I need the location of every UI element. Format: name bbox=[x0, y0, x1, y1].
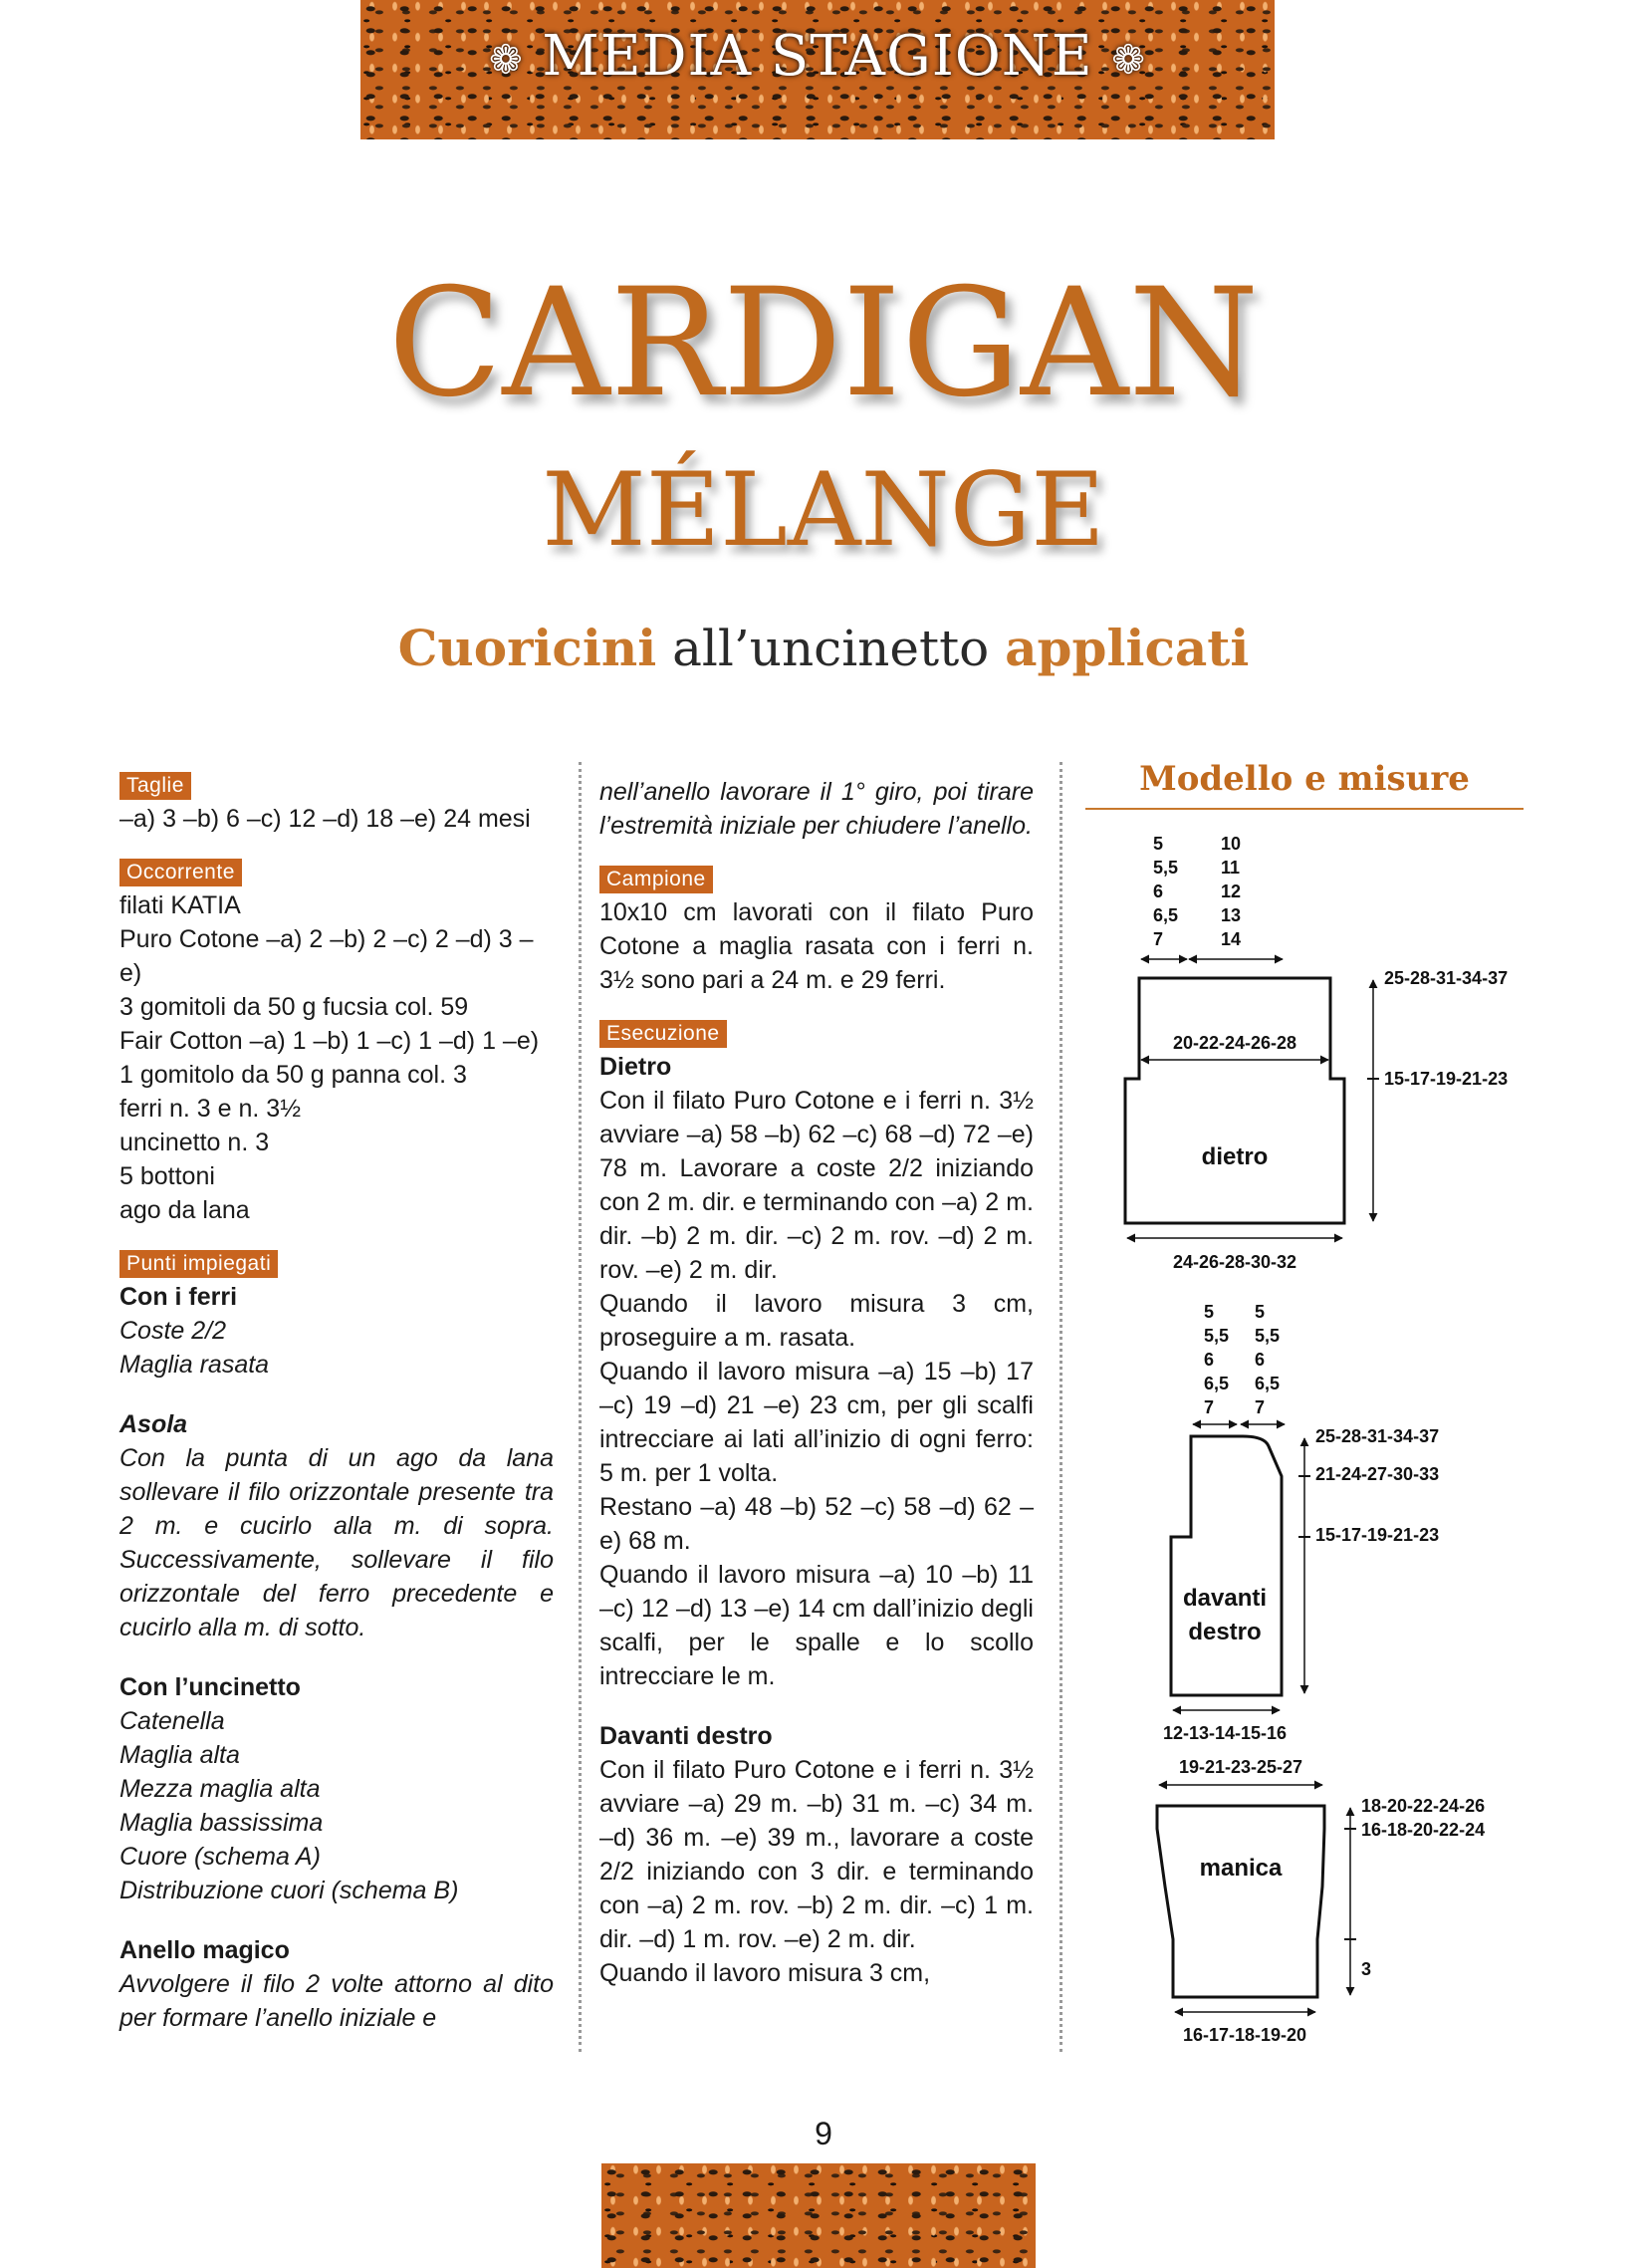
front-col-a-value: 6,5 bbox=[1204, 1374, 1230, 1393]
dietro-paragraph: Quando il lavoro misura –a) 15 –b) 17 –c) 19 –d) 21 –e) 23 cm, per gli scalfi intrecciare ai lati all’inizio di ogni ferro: 5 m. per 1 volta. bbox=[599, 1358, 1034, 1487]
asola-heading: Asola bbox=[119, 1410, 188, 1438]
flower-icon-right: ❁ bbox=[1111, 37, 1146, 84]
stitch-item: Catenella bbox=[119, 1707, 225, 1735]
front-col-b-values bbox=[1255, 1302, 1280, 1417]
anello-heading: Anello magico bbox=[119, 1936, 290, 1964]
page-title: CARDIGAN bbox=[387, 257, 1260, 430]
back-piece bbox=[1125, 834, 1508, 1272]
back-side-height: 15-17-19-21-23 bbox=[1384, 1069, 1509, 1089]
sleeve-label: manica bbox=[1199, 1855, 1283, 1882]
back-label: dietro bbox=[1201, 1143, 1269, 1170]
page-number: 9 bbox=[815, 2116, 832, 2151]
schematic-diagram bbox=[1085, 827, 1543, 2042]
flower-icon-left: ❁ bbox=[489, 37, 524, 84]
column-1 bbox=[119, 767, 554, 2035]
anello-text-continued: nell’anello lavorare il 1° giro, poi tirare l’estremità iniziale per chiudere l’anello. bbox=[599, 778, 1034, 840]
back-neck-value: 12 bbox=[1221, 882, 1242, 901]
front-outline bbox=[1171, 1436, 1282, 1695]
davanti-paragraph: Con il filato Puro Cotone e i ferri n. 3½ avviare –a) 29 m. –b) 31 m. –c) 34 m. –d) 36 m. –e) 39 m., lavorare a coste 2/2 iniziando con 3 dir. e terminando con –a) 2 m. rov. –b) 2 m. dir. –c) 1 m. dir. –d) 1 m. rov. –e) 2 m. dir. bbox=[599, 1756, 1034, 1953]
davanti-paragraph: Quando il lavoro misura 3 cm, bbox=[599, 1959, 931, 1987]
back-neck-value: 13 bbox=[1221, 905, 1242, 925]
stitch-item: Maglia bassissima bbox=[119, 1809, 324, 1837]
front-side-height: 15-17-19-21-23 bbox=[1315, 1525, 1440, 1545]
model-title: Modello e misure bbox=[1139, 759, 1470, 799]
materials-line: 1 gomitolo da 50 g panna col. 3 bbox=[119, 1061, 467, 1089]
tagline bbox=[0, 619, 1647, 677]
sleeve-top-width: 19-21-23-25-27 bbox=[1178, 1757, 1303, 1777]
campione-text: 10x10 cm lavorati con il filato Puro Cotone a maglia rasata con i ferri n. 3½ sono pari a 24 m. e 29 ferri. bbox=[599, 898, 1034, 994]
sleeve-cuff: 3 bbox=[1361, 1959, 1372, 1979]
back-upper-width: 20-22-24-26-28 bbox=[1172, 1033, 1297, 1053]
back-shoulder-value: 6,5 bbox=[1153, 905, 1179, 925]
dietro-paragraph: Quando il lavoro misura –a) 10 –b) 11 –c) 12 –d) 13 –e) 14 cm dall’inizio degli scalfi, per le spalle e lo scollo intrecciare le m. bbox=[599, 1561, 1034, 1690]
back-neck-value: 11 bbox=[1221, 858, 1241, 878]
back-bottom-width: 24-26-28-30-32 bbox=[1172, 1252, 1297, 1272]
back-shoulder-value: 7 bbox=[1153, 929, 1164, 949]
front-col-b-value: 5 bbox=[1255, 1302, 1266, 1322]
tagline-part-2: all’uncinetto bbox=[656, 620, 1006, 677]
tagline-part-1: Cuoricini bbox=[397, 619, 657, 677]
sleeve-piece bbox=[1157, 1757, 1485, 2042]
materials-line: Puro Cotone –a) 2 –b) 2 –c) 2 –d) 3 –e) bbox=[119, 925, 534, 987]
section-heading-punti: Punti impiegati bbox=[119, 1250, 278, 1278]
tagline-part-3: applicati bbox=[1005, 619, 1250, 677]
header-banner bbox=[360, 0, 1275, 139]
sleeve-outline bbox=[1157, 1806, 1324, 1997]
sleeve-height-1: 18-20-22-24-26 bbox=[1361, 1796, 1486, 1816]
back-shoulder-value: 5 bbox=[1153, 834, 1164, 854]
back-armhole-height: 25-28-31-34-37 bbox=[1384, 968, 1509, 988]
front-col-b-value: 6,5 bbox=[1255, 1374, 1281, 1393]
materials-line: 5 bottoni bbox=[119, 1162, 215, 1190]
back-neck-value: 14 bbox=[1221, 929, 1242, 949]
sleeve-height-2: 16-18-20-22-24 bbox=[1361, 1820, 1486, 1840]
page-subtitle: MÉLANGE bbox=[542, 451, 1105, 570]
front-label-2: destro bbox=[1188, 1619, 1262, 1645]
section-heading-occorrente: Occorrente bbox=[119, 859, 242, 886]
stitch-item: Distribuzione cuori (schema B) bbox=[119, 1877, 459, 1904]
front-col-a-value: 7 bbox=[1204, 1397, 1215, 1417]
stitch-group-heading: Con l’uncinetto bbox=[119, 1673, 301, 1701]
front-col-b-value: 6 bbox=[1255, 1350, 1266, 1370]
stitch-item: Maglia alta bbox=[119, 1741, 240, 1769]
column-divider bbox=[579, 762, 582, 2052]
banner-title bbox=[360, 24, 1275, 89]
back-shoulder-left-values bbox=[1153, 834, 1178, 949]
front-col-b-value: 5,5 bbox=[1255, 1326, 1281, 1346]
footer-banner bbox=[601, 2163, 1036, 2268]
back-neck-value: 10 bbox=[1221, 834, 1242, 854]
front-total-height: 25-28-31-34-37 bbox=[1315, 1426, 1440, 1446]
dietro-paragraph: Con il filato Puro Cotone e i ferri n. 3½ avviare –a) 58 –b) 62 –c) 68 –d) 72 –e) 78 m. Lavorare a coste 2/2 iniziando con 2 m. dir. e terminando con –a) 2 m. dir. –b) 2 m. dir. –c) 2 m. rov. –d) 2 m. rov. –e) 2 m. dir. bbox=[599, 1087, 1034, 1284]
anello-text: Avvolgere il filo 2 volte attorno al dito per formare l’anello iniziale e bbox=[119, 1970, 554, 2032]
back-neck-values bbox=[1221, 834, 1241, 949]
sizes-text: –a) 3 –b) 6 –c) 12 –d) 18 –e) 24 mesi bbox=[119, 805, 531, 833]
materials-line: Fair Cotton –a) 1 –b) 1 –c) 1 –d) 1 –e) bbox=[119, 1027, 540, 1055]
dietro-heading: Dietro bbox=[599, 1053, 672, 1081]
front-mid-height: 21-24-27-30-33 bbox=[1315, 1464, 1440, 1484]
materials-line: filati KATIA bbox=[119, 891, 241, 919]
section-heading-campione: Campione bbox=[599, 866, 713, 893]
back-shoulder-value: 6 bbox=[1153, 882, 1164, 901]
front-label-1: davanti bbox=[1182, 1585, 1268, 1612]
davanti-heading: Davanti destro bbox=[599, 1722, 773, 1750]
back-shoulder-value: 5,5 bbox=[1153, 858, 1179, 878]
front-col-b-value: 7 bbox=[1255, 1397, 1266, 1417]
banner-title-text: MEDIA STAGIONE bbox=[542, 24, 1093, 89]
column-divider bbox=[1059, 762, 1062, 2052]
front-col-a-value: 5 bbox=[1204, 1302, 1215, 1322]
materials-line: uncinetto n. 3 bbox=[119, 1129, 270, 1156]
stitch-item: Coste 2/2 bbox=[119, 1317, 227, 1345]
front-col-a-values bbox=[1204, 1302, 1229, 1417]
model-title-rule bbox=[1085, 808, 1524, 810]
stitch-item: Cuore (schema A) bbox=[119, 1843, 321, 1871]
materials-line: 3 gomitoli da 50 g fucsia col. 59 bbox=[119, 993, 469, 1021]
materials-line: ferri n. 3 e n. 3½ bbox=[119, 1095, 302, 1123]
section-heading-taglie: Taglie bbox=[119, 772, 191, 800]
front-col-a-value: 6 bbox=[1204, 1350, 1215, 1370]
back-outline bbox=[1125, 978, 1344, 1223]
dietro-paragraph: Restano –a) 48 –b) 52 –c) 58 –d) 62 –e) 68 m. bbox=[599, 1493, 1034, 1555]
sleeve-bottom-width: 16-17-18-19-20 bbox=[1182, 2025, 1307, 2042]
dietro-paragraph: Quando il lavoro misura 3 cm, proseguire a m. rasata. bbox=[599, 1290, 1034, 1352]
stitch-item: Maglia rasata bbox=[119, 1351, 270, 1379]
front-bottom-width: 12-13-14-15-16 bbox=[1162, 1723, 1288, 1743]
asola-text: Con la punta di un ago da lana sollevare il filo orizzontale presente tra 2 m. e cucirlo alla m. di sopra. Successivamente, sollevare il filo orizzontale del ferro precedente e cucirlo alla m. di sotto. bbox=[119, 1444, 554, 1641]
stitch-item: Mezza maglia alta bbox=[119, 1775, 321, 1803]
materials-line: ago da lana bbox=[119, 1196, 250, 1224]
section-heading-esecuzione: Esecuzione bbox=[599, 1020, 727, 1048]
front-col-a-value: 5,5 bbox=[1204, 1326, 1230, 1346]
front-piece bbox=[1163, 1302, 1439, 1743]
stitch-group-heading: Con i ferri bbox=[119, 1283, 238, 1311]
column-2 bbox=[599, 775, 1034, 1990]
